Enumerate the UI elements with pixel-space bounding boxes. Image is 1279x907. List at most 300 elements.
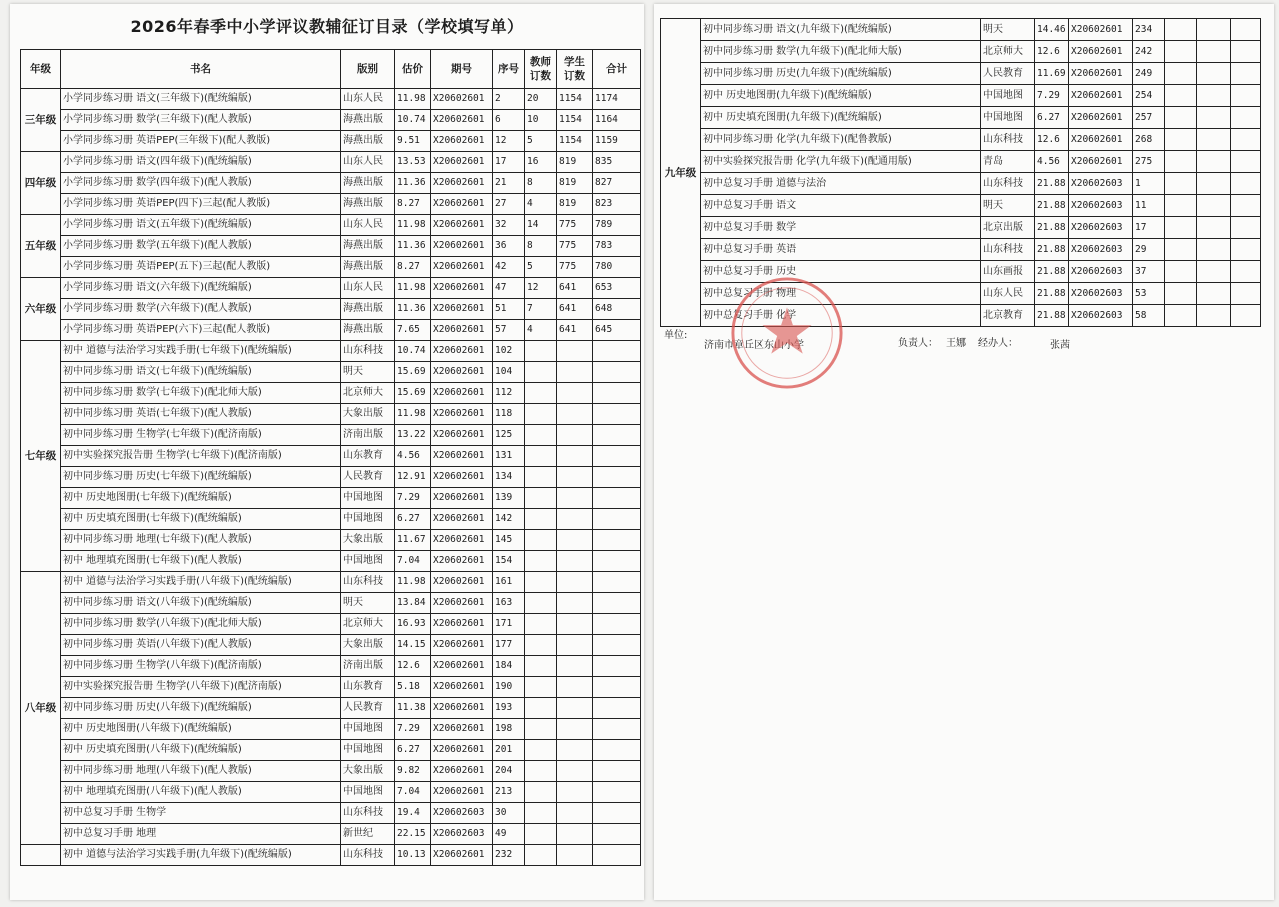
header-issue: 期号 bbox=[431, 50, 493, 89]
total-cell bbox=[1231, 129, 1261, 151]
issue-cell: X20602601 bbox=[431, 635, 493, 656]
teacher-count-cell bbox=[1165, 85, 1197, 107]
student-count-cell: 819 bbox=[557, 194, 593, 215]
issue-cell: X20602601 bbox=[1069, 41, 1133, 63]
table-row bbox=[661, 129, 1261, 151]
student-count-cell bbox=[557, 341, 593, 362]
price-cell: 11.67 bbox=[395, 530, 431, 551]
price-cell: 10.13 bbox=[395, 845, 431, 866]
edition-cell: 山东科技 bbox=[341, 803, 395, 824]
teacher-count-cell bbox=[1165, 261, 1197, 283]
total-cell bbox=[593, 677, 641, 698]
teacher-count-cell bbox=[525, 824, 557, 845]
book-title-cell: 初中同步练习册 地理(八年级下)(配人教版) bbox=[61, 761, 341, 782]
edition-cell: 青岛 bbox=[981, 151, 1035, 173]
total-cell: 783 bbox=[593, 236, 641, 257]
total-cell bbox=[1231, 261, 1261, 283]
price-cell: 12.6 bbox=[395, 656, 431, 677]
edition-cell: 海燕出版 bbox=[341, 110, 395, 131]
price-cell: 4.56 bbox=[395, 446, 431, 467]
leader-value: 王娜 bbox=[946, 338, 966, 349]
seq-cell: 142 bbox=[493, 509, 525, 530]
price-cell: 9.51 bbox=[395, 131, 431, 152]
teacher-count-cell bbox=[525, 572, 557, 593]
edition-cell: 中国地图 bbox=[341, 488, 395, 509]
edition-cell: 中国地图 bbox=[981, 107, 1035, 129]
teacher-count-cell bbox=[1165, 19, 1197, 41]
issue-cell: X20602601 bbox=[431, 320, 493, 341]
total-cell: 827 bbox=[593, 173, 641, 194]
edition-cell: 中国地图 bbox=[981, 85, 1035, 107]
book-title-cell: 初中同步练习册 英语(七年级下)(配人教版) bbox=[61, 404, 341, 425]
student-count-cell bbox=[557, 467, 593, 488]
seq-cell: 131 bbox=[493, 446, 525, 467]
total-cell bbox=[1231, 173, 1261, 195]
book-title-cell: 初中实验探究报告册 生物学(七年级下)(配济南版) bbox=[61, 446, 341, 467]
price-cell: 14.15 bbox=[395, 635, 431, 656]
student-count-cell bbox=[557, 677, 593, 698]
edition-cell: 明天 bbox=[981, 195, 1035, 217]
total-cell bbox=[593, 362, 641, 383]
table-row bbox=[21, 215, 641, 236]
student-count-cell bbox=[557, 761, 593, 782]
book-title-cell: 初中同步练习册 历史(七年级下)(配统编版) bbox=[61, 467, 341, 488]
seq-cell: 6 bbox=[493, 110, 525, 131]
seq-cell: 190 bbox=[493, 677, 525, 698]
issue-cell: X20602601 bbox=[431, 89, 493, 110]
price-cell: 21.88 bbox=[1035, 173, 1069, 195]
price-cell: 13.84 bbox=[395, 593, 431, 614]
table-row bbox=[21, 446, 641, 467]
price-cell: 19.4 bbox=[395, 803, 431, 824]
issue-cell: X20602603 bbox=[431, 824, 493, 845]
teacher-count-cell: 8 bbox=[525, 173, 557, 194]
book-title-cell: 初中 道德与法治学习实践手册(八年级下)(配统编版) bbox=[61, 572, 341, 593]
student-count-cell: 641 bbox=[557, 299, 593, 320]
teacher-count-cell bbox=[525, 488, 557, 509]
teacher-count-cell bbox=[1165, 173, 1197, 195]
edition-cell: 济南出版 bbox=[341, 656, 395, 677]
book-title-cell: 初中总复习手册 英语 bbox=[701, 239, 981, 261]
seq-cell: 11 bbox=[1133, 195, 1165, 217]
book-title-cell: 小学同步练习册 英语PEP(五下)三起(配人教版) bbox=[61, 257, 341, 278]
table-row bbox=[21, 719, 641, 740]
book-title-cell: 小学同步练习册 英语PEP(四下)三起(配人教版) bbox=[61, 194, 341, 215]
price-cell: 21.88 bbox=[1035, 239, 1069, 261]
teacher-count-cell bbox=[525, 677, 557, 698]
price-cell: 11.98 bbox=[395, 278, 431, 299]
student-count-cell: 1154 bbox=[557, 89, 593, 110]
price-cell: 22.15 bbox=[395, 824, 431, 845]
teacher-count-cell: 12 bbox=[525, 278, 557, 299]
table-row bbox=[661, 63, 1261, 85]
table-row bbox=[21, 110, 641, 131]
edition-cell: 人民教育 bbox=[981, 63, 1035, 85]
issue-cell: X20602601 bbox=[1069, 107, 1133, 129]
price-cell: 6.27 bbox=[395, 509, 431, 530]
seq-cell: 102 bbox=[493, 341, 525, 362]
issue-cell: X20602601 bbox=[1069, 85, 1133, 107]
table-row bbox=[21, 803, 641, 824]
edition-cell: 海燕出版 bbox=[341, 236, 395, 257]
seq-cell: 275 bbox=[1133, 151, 1165, 173]
teacher-count-cell: 4 bbox=[525, 320, 557, 341]
edition-cell: 新世纪 bbox=[341, 824, 395, 845]
issue-cell: X20602601 bbox=[431, 551, 493, 572]
seq-cell: 201 bbox=[493, 740, 525, 761]
price-cell: 11.98 bbox=[395, 215, 431, 236]
student-count-cell bbox=[557, 551, 593, 572]
edition-cell: 山东科技 bbox=[981, 129, 1035, 151]
total-cell bbox=[593, 719, 641, 740]
student-count-cell bbox=[1197, 107, 1231, 129]
price-cell: 9.82 bbox=[395, 761, 431, 782]
issue-cell: X20602601 bbox=[431, 173, 493, 194]
student-count-cell bbox=[557, 572, 593, 593]
total-cell bbox=[593, 530, 641, 551]
price-cell: 15.69 bbox=[395, 362, 431, 383]
issue-cell: X20602601 bbox=[431, 593, 493, 614]
price-cell: 15.69 bbox=[395, 383, 431, 404]
book-title-cell: 初中同步练习册 生物学(七年级下)(配济南版) bbox=[61, 425, 341, 446]
book-title-cell: 小学同步练习册 数学(三年级下)(配人教版) bbox=[61, 110, 341, 131]
student-count-cell: 775 bbox=[557, 215, 593, 236]
price-cell: 11.69 bbox=[1035, 63, 1069, 85]
book-title-cell: 初中总复习手册 物理 bbox=[701, 283, 981, 305]
student-count-cell bbox=[557, 425, 593, 446]
total-cell bbox=[593, 656, 641, 677]
teacher-count-cell bbox=[525, 446, 557, 467]
price-cell: 21.88 bbox=[1035, 261, 1069, 283]
seq-cell: 30 bbox=[493, 803, 525, 824]
seq-cell: 193 bbox=[493, 698, 525, 719]
total-cell bbox=[593, 509, 641, 530]
price-cell: 8.27 bbox=[395, 194, 431, 215]
student-count-cell bbox=[1197, 173, 1231, 195]
price-cell: 8.27 bbox=[395, 257, 431, 278]
book-title-cell: 小学同步练习册 英语PEP(三年级下)(配人教版) bbox=[61, 131, 341, 152]
grade-cell: 四年级 bbox=[21, 152, 61, 215]
teacher-count-cell bbox=[525, 719, 557, 740]
total-cell bbox=[593, 488, 641, 509]
edition-cell: 海燕出版 bbox=[341, 257, 395, 278]
total-cell bbox=[593, 761, 641, 782]
student-count-cell bbox=[1197, 283, 1231, 305]
student-count-cell bbox=[557, 803, 593, 824]
book-title-cell: 初中总复习手册 生物学 bbox=[61, 803, 341, 824]
grade-cell: 五年级 bbox=[21, 215, 61, 278]
seq-cell: 234 bbox=[1133, 19, 1165, 41]
issue-cell: X20602601 bbox=[431, 110, 493, 131]
price-cell: 12.91 bbox=[395, 467, 431, 488]
table-row bbox=[21, 173, 641, 194]
teacher-count-cell bbox=[525, 551, 557, 572]
student-count-cell: 775 bbox=[557, 236, 593, 257]
price-cell: 11.98 bbox=[395, 572, 431, 593]
price-cell: 7.29 bbox=[395, 719, 431, 740]
book-title-cell: 初中 道德与法治学习实践手册(九年级下)(配统编版) bbox=[61, 845, 341, 866]
table-row bbox=[661, 195, 1261, 217]
book-title-cell: 小学同步练习册 语文(五年级下)(配统编版) bbox=[61, 215, 341, 236]
price-cell: 11.98 bbox=[395, 89, 431, 110]
issue-cell: X20602601 bbox=[1069, 151, 1133, 173]
table-row bbox=[21, 614, 641, 635]
student-count-cell bbox=[557, 635, 593, 656]
issue-cell: X20602601 bbox=[431, 488, 493, 509]
book-title-cell: 初中同步练习册 数学(九年级下)(配北师大版) bbox=[701, 41, 981, 63]
edition-cell: 北京出版 bbox=[981, 217, 1035, 239]
total-cell bbox=[593, 803, 641, 824]
grade-cell: 八年级 bbox=[21, 572, 61, 845]
student-count-cell bbox=[557, 362, 593, 383]
student-count-cell bbox=[557, 782, 593, 803]
book-title-cell: 初中 历史地图册(九年级下)(配统编版) bbox=[701, 85, 981, 107]
table-row bbox=[21, 278, 641, 299]
book-title-cell: 初中同步练习册 历史(八年级下)(配统编版) bbox=[61, 698, 341, 719]
table-row bbox=[21, 488, 641, 509]
handler-label: 经办人： bbox=[978, 338, 1018, 349]
book-title-cell: 初中同步练习册 历史(九年级下)(配统编版) bbox=[701, 63, 981, 85]
total-cell: 653 bbox=[593, 278, 641, 299]
price-cell: 12.6 bbox=[1035, 41, 1069, 63]
issue-cell: X20602601 bbox=[1069, 19, 1133, 41]
price-cell: 21.88 bbox=[1035, 195, 1069, 217]
seq-cell: 177 bbox=[493, 635, 525, 656]
table-row bbox=[21, 341, 641, 362]
teacher-count-cell bbox=[525, 803, 557, 824]
edition-cell: 山东科技 bbox=[981, 239, 1035, 261]
total-cell bbox=[593, 572, 641, 593]
total-cell bbox=[593, 635, 641, 656]
edition-cell: 中国地图 bbox=[341, 509, 395, 530]
price-cell: 10.74 bbox=[395, 341, 431, 362]
teacher-count-cell bbox=[1165, 195, 1197, 217]
handler-value: 张茜 bbox=[1050, 340, 1070, 351]
issue-cell: X20602601 bbox=[431, 257, 493, 278]
student-count-cell bbox=[1197, 151, 1231, 173]
seq-cell: 204 bbox=[493, 761, 525, 782]
book-title-cell: 初中总复习手册 数学 bbox=[701, 217, 981, 239]
teacher-count-cell: 16 bbox=[525, 152, 557, 173]
table-row bbox=[21, 299, 641, 320]
teacher-count-cell bbox=[525, 656, 557, 677]
table-row bbox=[661, 19, 1261, 41]
total-cell: 835 bbox=[593, 152, 641, 173]
seq-cell: 58 bbox=[1133, 305, 1165, 327]
edition-cell: 山东科技 bbox=[341, 341, 395, 362]
table-row bbox=[21, 782, 641, 803]
total-cell bbox=[1231, 151, 1261, 173]
book-title-cell: 初中同步练习册 语文(八年级下)(配统编版) bbox=[61, 593, 341, 614]
student-count-cell bbox=[557, 740, 593, 761]
total-cell bbox=[1231, 283, 1261, 305]
book-title-cell: 初中总复习手册 历史 bbox=[701, 261, 981, 283]
teacher-count-cell bbox=[525, 698, 557, 719]
seq-cell: 134 bbox=[493, 467, 525, 488]
header-price: 估价 bbox=[395, 50, 431, 89]
edition-cell: 海燕出版 bbox=[341, 320, 395, 341]
seq-cell: 242 bbox=[1133, 41, 1165, 63]
price-cell: 11.38 bbox=[395, 698, 431, 719]
table-header-row bbox=[21, 50, 641, 89]
table-row bbox=[21, 698, 641, 719]
price-cell: 7.04 bbox=[395, 782, 431, 803]
edition-cell: 明天 bbox=[341, 593, 395, 614]
teacher-count-cell bbox=[525, 404, 557, 425]
book-title-cell: 初中总复习手册 语文 bbox=[701, 195, 981, 217]
student-count-cell bbox=[1197, 19, 1231, 41]
grade-cell: 六年级 bbox=[21, 278, 61, 341]
price-cell: 16.93 bbox=[395, 614, 431, 635]
total-cell bbox=[593, 782, 641, 803]
issue-cell: X20602601 bbox=[431, 404, 493, 425]
table-row bbox=[661, 217, 1261, 239]
student-count-cell bbox=[557, 614, 593, 635]
issue-cell: X20602601 bbox=[431, 782, 493, 803]
book-title-cell: 初中同步练习册 化学(九年级下)(配鲁教版) bbox=[701, 129, 981, 151]
seq-cell: 163 bbox=[493, 593, 525, 614]
book-title-cell: 初中总复习手册 道德与法治 bbox=[701, 173, 981, 195]
total-cell bbox=[1231, 195, 1261, 217]
table-row bbox=[21, 824, 641, 845]
total-cell bbox=[593, 383, 641, 404]
price-cell: 11.36 bbox=[395, 173, 431, 194]
edition-cell: 北京师大 bbox=[341, 383, 395, 404]
teacher-count-cell bbox=[525, 383, 557, 404]
student-count-cell: 641 bbox=[557, 320, 593, 341]
table-row bbox=[21, 761, 641, 782]
issue-cell: X20602601 bbox=[431, 446, 493, 467]
issue-cell: X20602601 bbox=[431, 131, 493, 152]
edition-cell: 山东科技 bbox=[341, 572, 395, 593]
total-cell bbox=[1231, 305, 1261, 327]
student-count-cell bbox=[557, 656, 593, 677]
seq-cell: 125 bbox=[493, 425, 525, 446]
total-cell bbox=[1231, 41, 1261, 63]
table-row bbox=[21, 131, 641, 152]
issue-cell: X20602601 bbox=[431, 614, 493, 635]
total-cell: 1174 bbox=[593, 89, 641, 110]
price-cell: 7.65 bbox=[395, 320, 431, 341]
seq-cell: 139 bbox=[493, 488, 525, 509]
edition-cell: 中国地图 bbox=[341, 551, 395, 572]
edition-cell: 中国地图 bbox=[341, 719, 395, 740]
document-title: 2026年春季中小学评议教辅征订目录（学校填写单） bbox=[130, 17, 524, 36]
price-cell: 6.27 bbox=[1035, 107, 1069, 129]
price-cell: 14.46 bbox=[1035, 19, 1069, 41]
issue-cell: X20602601 bbox=[431, 572, 493, 593]
edition-cell: 济南出版 bbox=[341, 425, 395, 446]
book-title-cell: 初中同步练习册 数学(八年级下)(配北师大版) bbox=[61, 614, 341, 635]
grade-cell: 九年级 bbox=[661, 19, 701, 327]
edition-cell: 山东人民 bbox=[341, 152, 395, 173]
book-title-cell: 初中总复习手册 化学 bbox=[701, 305, 981, 327]
edition-cell: 山东科技 bbox=[341, 845, 395, 866]
book-title-cell: 初中实验探究报告册 化学(九年级下)(配通用版) bbox=[701, 151, 981, 173]
teacher-count-cell bbox=[525, 530, 557, 551]
issue-cell: X20602603 bbox=[431, 803, 493, 824]
price-cell: 7.29 bbox=[395, 488, 431, 509]
book-title-cell: 小学同步练习册 语文(三年级下)(配统编版) bbox=[61, 89, 341, 110]
book-title-cell: 初中同步练习册 语文(九年级下)(配统编版) bbox=[701, 19, 981, 41]
seq-cell: 213 bbox=[493, 782, 525, 803]
seq-cell: 184 bbox=[493, 656, 525, 677]
table-row bbox=[661, 85, 1261, 107]
book-title-cell: 初中总复习手册 地理 bbox=[61, 824, 341, 845]
teacher-count-cell bbox=[1165, 283, 1197, 305]
edition-cell: 山东人民 bbox=[981, 283, 1035, 305]
table-row bbox=[21, 509, 641, 530]
student-count-cell: 1154 bbox=[557, 110, 593, 131]
book-title-cell: 初中 历史填充图册(九年级下)(配统编版) bbox=[701, 107, 981, 129]
seq-cell: 161 bbox=[493, 572, 525, 593]
student-count-cell bbox=[557, 383, 593, 404]
edition-cell: 人民教育 bbox=[341, 467, 395, 488]
total-cell: 1159 bbox=[593, 131, 641, 152]
order-table-left bbox=[20, 49, 641, 866]
issue-cell: X20602603 bbox=[1069, 217, 1133, 239]
table-row bbox=[21, 89, 641, 110]
teacher-count-cell: 5 bbox=[525, 131, 557, 152]
edition-cell: 山东人民 bbox=[341, 278, 395, 299]
seq-cell: 49 bbox=[493, 824, 525, 845]
student-count-cell bbox=[557, 698, 593, 719]
header-book: 书名 bbox=[61, 50, 341, 89]
student-count-cell bbox=[1197, 41, 1231, 63]
issue-cell: X20602601 bbox=[431, 467, 493, 488]
table-body-left bbox=[21, 89, 641, 866]
total-cell bbox=[593, 698, 641, 719]
price-cell: 21.88 bbox=[1035, 283, 1069, 305]
student-count-cell bbox=[557, 593, 593, 614]
issue-cell: X20602603 bbox=[1069, 261, 1133, 283]
price-cell: 21.88 bbox=[1035, 217, 1069, 239]
table-row bbox=[21, 320, 641, 341]
book-title-cell: 初中 地理填充图册(八年级下)(配人教版) bbox=[61, 782, 341, 803]
issue-cell: X20602601 bbox=[1069, 63, 1133, 85]
book-title-cell: 初中 道德与法治学习实践手册(七年级下)(配统编版) bbox=[61, 341, 341, 362]
edition-cell: 海燕出版 bbox=[341, 173, 395, 194]
price-cell: 13.22 bbox=[395, 425, 431, 446]
price-cell: 7.04 bbox=[395, 551, 431, 572]
student-count-cell bbox=[1197, 129, 1231, 151]
issue-cell: X20602601 bbox=[431, 152, 493, 173]
table-row bbox=[661, 173, 1261, 195]
teacher-count-cell bbox=[525, 782, 557, 803]
edition-cell: 明天 bbox=[981, 19, 1035, 41]
issue-cell: X20602601 bbox=[431, 341, 493, 362]
total-cell bbox=[593, 845, 641, 866]
total-cell bbox=[593, 740, 641, 761]
issue-cell: X20602601 bbox=[431, 530, 493, 551]
issue-cell: X20602601 bbox=[431, 761, 493, 782]
edition-cell: 大象出版 bbox=[341, 635, 395, 656]
table-row bbox=[21, 677, 641, 698]
teacher-count-cell bbox=[1165, 107, 1197, 129]
issue-cell: X20602601 bbox=[431, 425, 493, 446]
issue-cell: X20602601 bbox=[431, 656, 493, 677]
total-cell bbox=[1231, 107, 1261, 129]
teacher-count-cell bbox=[1165, 217, 1197, 239]
seq-cell: 37 bbox=[1133, 261, 1165, 283]
book-title-cell: 小学同步练习册 数学(五年级下)(配人教版) bbox=[61, 236, 341, 257]
seq-cell: 2 bbox=[493, 89, 525, 110]
price-cell: 11.36 bbox=[395, 299, 431, 320]
student-count-cell bbox=[557, 845, 593, 866]
issue-cell: X20602601 bbox=[1069, 129, 1133, 151]
total-cell: 789 bbox=[593, 215, 641, 236]
seq-cell: 12 bbox=[493, 131, 525, 152]
